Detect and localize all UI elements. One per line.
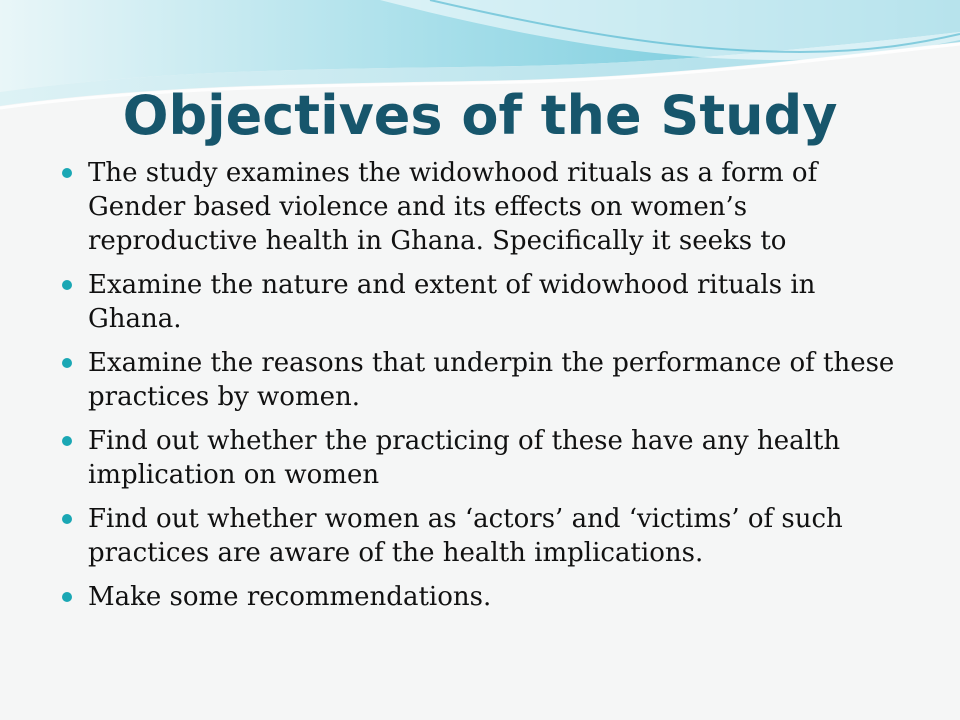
bullet-dot-icon <box>62 514 72 524</box>
bullet-dot-icon <box>62 280 72 290</box>
objective-item-3 <box>60 346 900 414</box>
objective-text-5: Find out whether women as ‘actors’ and ‘victims’ of such practices are aware of the health implications. <box>88 504 843 568</box>
objective-text-2: Examine the nature and extent of widowhood rituals in Ghana. <box>88 270 816 334</box>
objectives-list <box>60 156 900 624</box>
objective-item-1 <box>60 156 900 258</box>
objective-item-6 <box>60 580 900 614</box>
objective-text-6: Make some recommendations. <box>88 582 492 612</box>
objective-item-2 <box>60 268 900 336</box>
slide-title: Objectives of the Study <box>122 84 838 147</box>
objective-item-4 <box>60 424 900 492</box>
bullet-dot-icon <box>62 436 72 446</box>
objective-text-4: Find out whether the practicing of these have any health implication on women <box>88 426 841 490</box>
objective-item-5 <box>60 502 900 570</box>
bullet-dot-icon <box>62 358 72 368</box>
objective-text-1: The study examines the widowhood rituals as a form of Gender based violence and its effects on women’s reproductive health in Ghana. Specifically it seeks to <box>88 158 818 256</box>
bullet-dot-icon <box>62 168 72 178</box>
bullet-dot-icon <box>62 592 72 602</box>
objective-text-3: Examine the reasons that underpin the performance of these practices by women. <box>88 348 895 412</box>
